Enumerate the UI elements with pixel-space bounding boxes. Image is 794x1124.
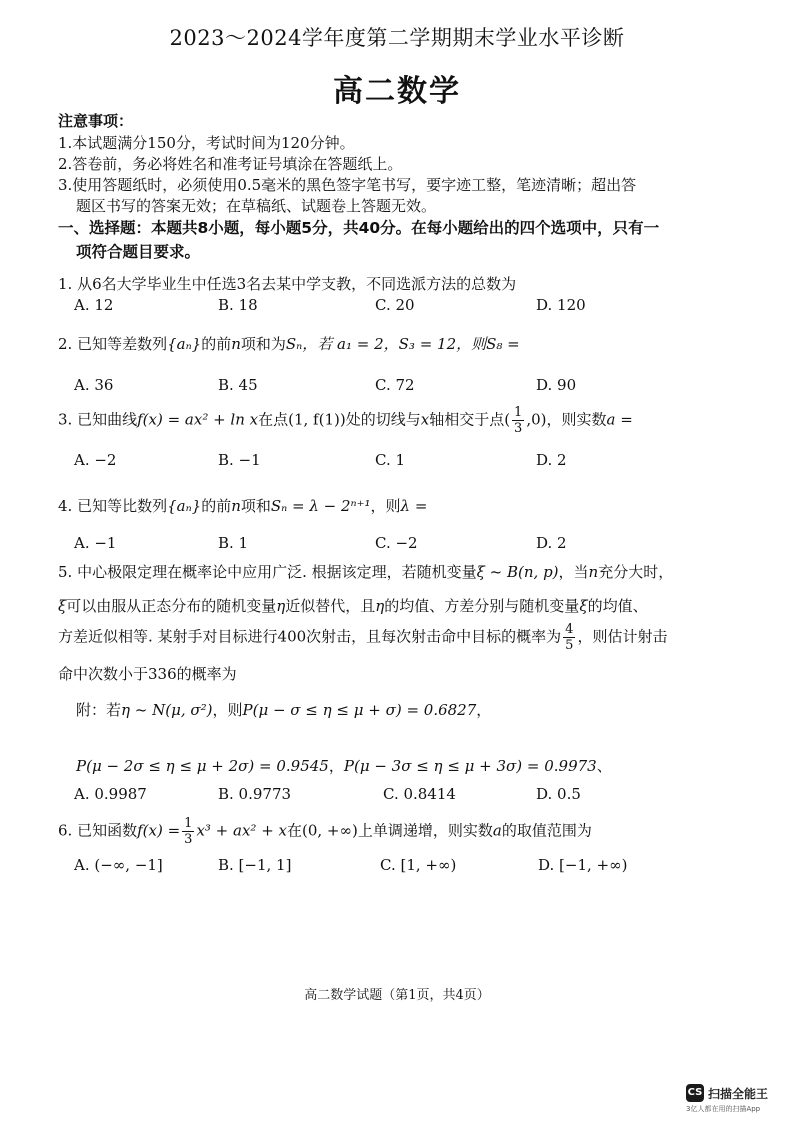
question-4-stem (58, 495, 427, 516)
q2-text-1: 2. 已知等差数列 (58, 335, 168, 353)
q5-note-p2: P(μ − 2σ ≤ η ≤ μ + 2σ) = 0.9545 (76, 757, 329, 775)
q5-text-5: 近似替代，且 (285, 597, 376, 615)
q5-text-6: 的均值、方差分别与随机变量 (384, 597, 580, 615)
q5-frac-den: 5 (565, 638, 574, 653)
q6-option-a: A. (−∞, −1] (74, 856, 163, 874)
q4-option-c: C. −2 (375, 534, 418, 552)
q5-text-4: 可以由服从正态分布的随机变量 (66, 597, 277, 615)
q2-option-b: B. 45 (218, 376, 258, 394)
q5-note-normal: η ~ N(μ, σ²) (121, 701, 213, 719)
q4-sn: Sₙ = λ − 2ⁿ⁺¹ (270, 497, 371, 515)
q2-option-d: D. 90 (536, 376, 577, 394)
notice-item-1: 1.本试题满分150分，考试时间为120分钟。 (58, 134, 355, 152)
q5-text-3: 充分大时， (598, 563, 674, 581)
q3-option-d: D. 2 (536, 451, 567, 469)
q4-seq: {aₙ} (167, 497, 202, 515)
q4-option-b: B. 1 (218, 534, 249, 552)
q5-note-text-4: ， (328, 757, 344, 775)
camscanner-logo-icon: CS (686, 1084, 704, 1102)
q5-note-p3: P(μ − 3σ ≤ η ≤ μ + 3σ) = 0.9973 (343, 757, 597, 775)
q5-text-2: ，当 (558, 563, 589, 581)
q5-text-8: 方差近似相等. 某射手对目标进行400次射击，且每次射击命中目标的概率为 (58, 627, 562, 646)
q3-text-2: 在点(1, f(1))处的切线与 (258, 410, 421, 429)
question-2-stem (58, 333, 520, 354)
q5-text-7: 的均值、 (587, 597, 648, 615)
q5-text-1: 5. 中心极限定理在概率论中应用广泛. 根据该定理，若随机变量 (58, 563, 477, 581)
subject-title: 高二数学 (333, 74, 461, 109)
notice-item-3-cont: 题区书写的答案无效；在草稿纸、试题卷上答题无效。 (76, 197, 437, 215)
q6-option-b: B. [−1, 1] (218, 856, 292, 874)
q6-text-2: 在(0, +∞)上单调递增，则实数 (287, 821, 493, 840)
q6-option-c: C. [1, +∞) (380, 856, 457, 874)
scanner-app-name: 扫描全能王 (708, 1087, 769, 1101)
q5-note-text-1: 附：若 (76, 701, 122, 719)
q5-xi-2: ξ (579, 597, 588, 615)
q5-eta: η (276, 597, 286, 615)
question-1-stem: 1. 从6名大学毕业生中任选3名去某中学支教，不同选派方法的总数为 (58, 275, 517, 293)
q3-text-4: ,0)，则实数 (526, 410, 607, 429)
q5-n: n (588, 563, 599, 581)
q3-option-c: C. 1 (375, 451, 406, 469)
question-3-stem (58, 406, 633, 435)
scanner-watermark (686, 1084, 770, 1116)
q6-frac-den: 3 (184, 832, 193, 847)
q5-distribution: ξ ~ B(n, p) (476, 563, 559, 581)
q5-note-text-3: ， (476, 701, 492, 719)
q5-frac-num: 4 (565, 622, 574, 637)
q3-func: f(x) = ax² + ln x (137, 410, 259, 429)
q6-fraction (182, 817, 194, 846)
question-5-line-2 (58, 595, 648, 616)
q1-option-a: A. 12 (74, 296, 114, 314)
q5-eta-2: η (375, 597, 385, 615)
q2-seq: {aₙ} (167, 335, 202, 353)
q3-text-3: 轴相交于点( (429, 410, 511, 429)
q2-text-2: 的前 (201, 335, 232, 353)
q3-a: a = (606, 410, 633, 429)
q2-sn: Sₙ (285, 335, 303, 353)
scanner-tagline: 3亿人都在用的扫描App (686, 1105, 761, 1113)
q6-option-d: D. [−1, +∞) (538, 856, 628, 874)
question-5-line-3 (58, 623, 667, 652)
q2-target: S₈ = (486, 335, 520, 353)
q5-option-d: D. 0.5 (536, 785, 581, 803)
q6-a: a (492, 821, 502, 840)
question-5-note-1 (76, 699, 491, 720)
q2-option-c: C. 72 (375, 376, 415, 394)
q3-text-1: 3. 已知曲线 (58, 410, 138, 429)
notice-item-3: 3.使用答题纸时，必须使用0.5毫米的黑色签字笔书写，要字迹工整，笔迹清晰；超出答 (58, 176, 637, 194)
q4-text-2: 的前 (201, 497, 232, 515)
q4-text-1: 4. 已知等比数列 (58, 497, 168, 515)
q2-option-a: A. 36 (74, 376, 114, 394)
q3-x: x (420, 410, 430, 429)
q3-fraction (512, 406, 524, 435)
q4-target: λ = (400, 497, 428, 515)
q3-option-b: B. −1 (218, 451, 261, 469)
q6-text-1: 6. 已知函数 (58, 821, 138, 840)
q6-text-3: 的取值范围为 (501, 821, 592, 840)
notice-heading: 注意事项： (58, 112, 134, 130)
q5-note-text-2: ，则 (212, 701, 243, 719)
q5-fraction (563, 623, 575, 652)
q4-option-d: D. 2 (536, 534, 567, 552)
question-6-stem (58, 817, 592, 846)
q6-frac-num: 1 (184, 816, 193, 831)
q5-xi: ξ (58, 597, 67, 615)
q5-option-a: A. 0.9987 (74, 785, 147, 803)
q1-option-c: C. 20 (375, 296, 415, 314)
q3-option-a: A. −2 (74, 451, 117, 469)
q1-option-b: B. 18 (218, 296, 258, 314)
q6-func-post: x³ + ax² + x (196, 821, 287, 840)
page-footer: 高二数学试题（第1页，共4页） (304, 988, 490, 1003)
q5-option-c: C. 0.8414 (383, 785, 456, 803)
q4-n: n (231, 497, 241, 515)
q4-option-a: A. −1 (74, 534, 117, 552)
q5-text-9: ，则估计射击 (577, 627, 668, 646)
notice-item-2: 2.答卷前，务必将姓名和准考证号填涂在答题纸上。 (58, 155, 403, 173)
q5-option-b: B. 0.9773 (218, 785, 292, 803)
q3-frac-num: 1 (514, 405, 523, 420)
q2-n: n (231, 335, 241, 353)
section-heading-cont: 项符合题目要求。 (76, 243, 201, 261)
question-5-note-2 (76, 755, 612, 776)
question-5-line-1 (58, 561, 673, 582)
q6-func-pre: f(x) = (137, 821, 181, 840)
q5-note-text-5: 、 (596, 757, 612, 775)
question-5-line-4: 命中次数小于336的概率为 (58, 665, 237, 683)
q4-text-4: ，则 (370, 497, 401, 515)
q4-text-3: 项和 (240, 497, 271, 515)
q1-option-d: D. 120 (536, 296, 586, 314)
q3-frac-den: 3 (514, 421, 523, 436)
section-heading: 一、选择题：本题共8小题，每小题5分，共40分。在每小题给出的四个选项中，只有一 (58, 219, 660, 237)
q2-text-3: 项和为 (240, 335, 286, 353)
q2-cond: ，若 a₁ = 2，S₃ = 12，则 (302, 335, 487, 353)
exam-title: 2023～2024学年度第二学期期末学业水平诊断 (169, 26, 625, 50)
q5-note-p1: P(μ − σ ≤ η ≤ μ + σ) = 0.6827 (242, 701, 477, 719)
